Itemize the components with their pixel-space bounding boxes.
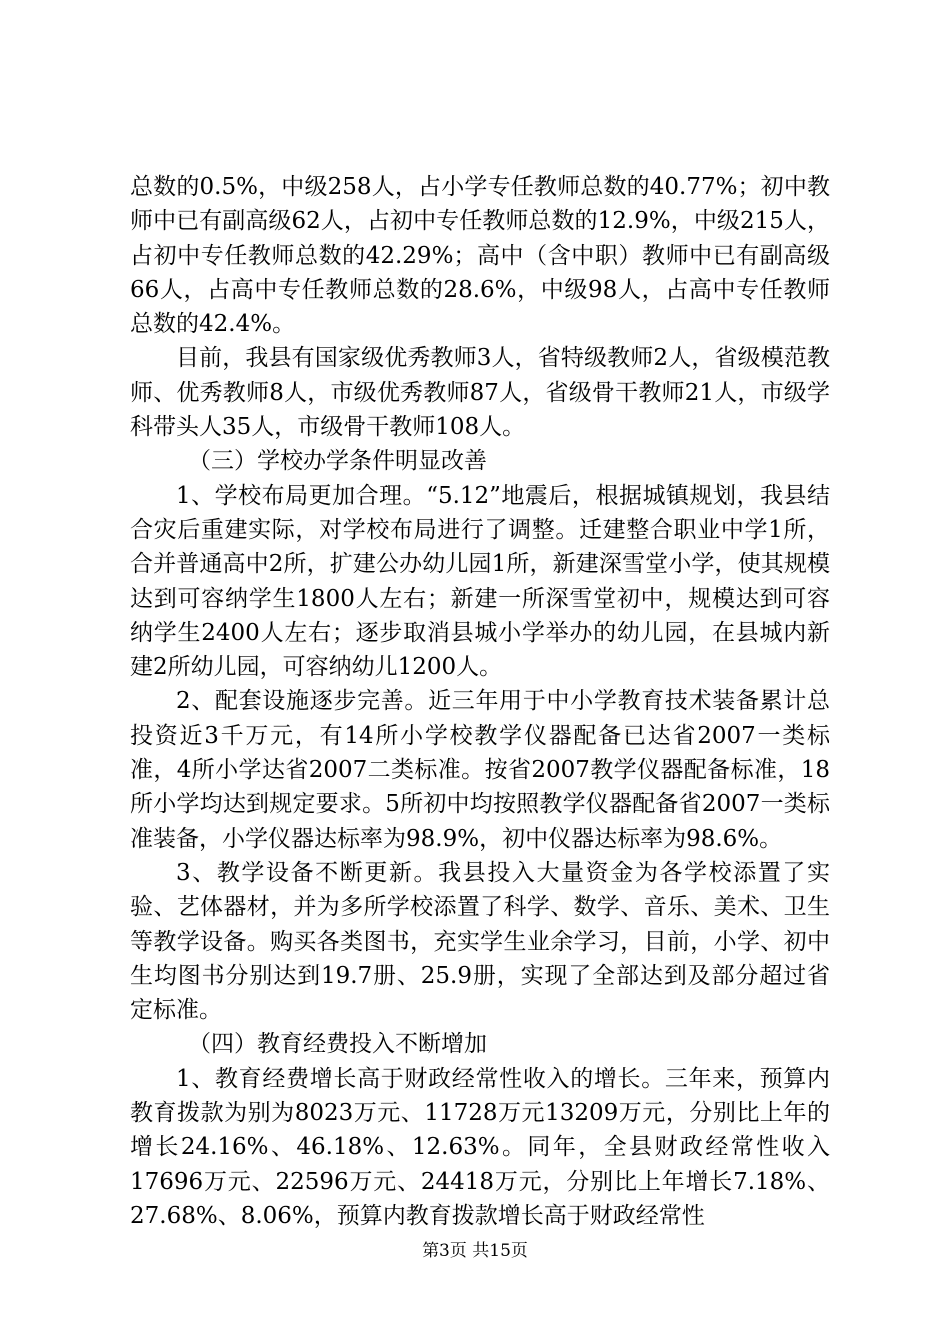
paragraph-funding-growth: 1、教育经费增长高于财政经常性收入的增长。三年来，预算内教育拨款为别为8023万元、11728万元13209万元，分别比上年的增长24.16%、46.18%、12.63%。同年，全县财政经常性收入17696万元、22596万元、24418万元，分别比上年增长7.18%、27.68%、8.06%，预算内教育拨款增长高于财政经常性 [130,1065,830,1229]
page-number-footer: 第3页 共15页 [422,1241,528,1261]
paragraph-teacher-titles: 总数的0.5%，中级258人，占小学专任教师总数的40.77%；初中教师中已有副高级62人，占初中专任教师总数的12.9%，中级215人，占初中专任教师总数的42.29%；高中（含中职）教师中已有副高级66人，占高中专任教师总数的28.6%，中级98人，占高中专任教师总数的42.4%。 [130,174,830,338]
paragraph-excellent-teachers: 目前，我县有国家级优秀教师3人，省特级教师2人，省级模范教师、优秀教师8人，市级优秀教师87人，省级骨干教师21人，市级学科带头人35人，市级骨干教师108人。 [130,345,830,441]
paragraph-equipment: 3、教学设备不断更新。我县投入大量资金为各学校添置了实验、艺体器材，并为多所学校添置了科学、数学、音乐、美术、卫生等教学设备。购买各类图书，充实学生业余学习，目前，小学、初中生均图书分别达到19.7册、25.9册，实现了全部达到及部分超过省定标准。 [130,859,830,1024]
paragraph-school-layout: 1、学校布局更加合理。“5.12”地震后，根据城镇规划，我县结合灾后重建实际，对学校布局进行了调整。迁建整合职业中学1所，合并普通高中2所，扩建公办幼儿园1所，新建深雪堂小学，使其规模达到可容纳学生1800人左右；新建一所深雪堂初中，规模达到可容纳学生2400人左右；逐步取消县城小学举办的幼儿园，在县城内新建2所幼儿园，可容纳幼儿1200人。 [130,482,830,681]
section-heading-school-conditions: （三）学校办学条件明显改善 [188,448,487,475]
body-text [130,170,830,1233]
paragraph-facilities: 2、配套设施逐步完善。近三年用于中小学教育技术装备累计总投资近3千万元，有14所小学校教学仪器配备已达省2007一类标准，4所小学达省2007二类标准。按省2007教学仪器配备标准，18所小学均达到规定要求。5所初中均按照教学仪器配备省2007一类标准装备，小学仪器达标率为98.9%，初中仪器达标率为98.6%。 [130,688,830,852]
section-heading-funding: （四）教育经费投入不断增加 [188,1031,487,1058]
